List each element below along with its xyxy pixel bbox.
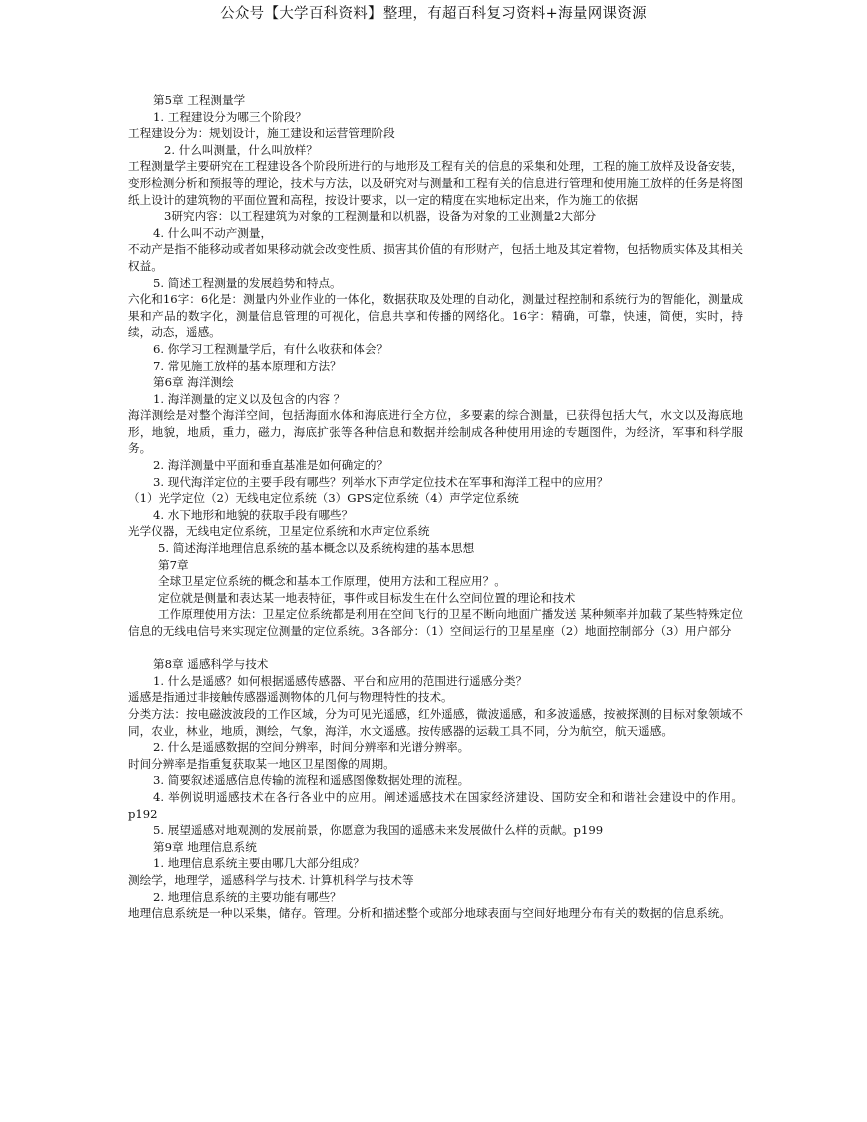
answer: 时间分辨率是指重复获取某一地区卫星图像的周期。 [128,756,395,771]
question: 2. 什么叫测量，什么叫放样？ [164,142,318,157]
answer: 六化和16字：6化是：测量内外业作业的一体化，数据获取及处理的自动化，测量过程控制和系统行为的智能化，测量成果和产品的数字化，测量信息管理的可视化，信息共享和传播的网络化。16字：精确，可靠，快速，简便，实时，持续，动态，遥感。 [128,292,743,340]
chapter-7-heading: 第7章 [158,557,189,572]
question: 4. 水下地形和地貌的获取手段有哪些？ [153,507,354,522]
chapter-9-heading: 第9章 地理信息系统 [153,839,257,854]
answer: 光学仪器，无线电定位系统，卫星定位系统和水声定位系统 [128,524,430,539]
question: 2. 海洋测量中平面和垂直基准是如何确定的？ [153,458,389,473]
answer: 工作原理使用方法：卫星定位系统都是利用在空间飞行的卫星不断向地面广播发送 某种频率并加载了某些特殊定位信息的无线电信号来实现定位测量的定位系统。3各部分：（1）空间运行的卫星星座（2）地面控制部分（3）用户部分 [128,607,743,638]
spacer [128,640,743,657]
question: 2. 什么是遥感数据的空间分辨率，时间分辨率和光谱分辨率。 [153,740,470,755]
question: 4. 举例说明遥感技术在各行各业中的应用。阐述遥感技术在国家经济建设、国防安全和和谐社会建设中的作用。p192 [128,789,743,821]
chapter-5-heading: 第5章 工程测量学 [153,93,246,107]
document-body [128,92,743,922]
answer: 定位就是侧量和表达某一地表特征，事件或目标发生在什么空间位置的理论和技术 [158,590,576,605]
question: 7. 常见施工放样的基本原理和方法？ [153,358,342,373]
question: 1. 工程建设分为哪三个阶段？ [153,109,307,124]
question: 1. 海洋测量的定义以及包含的内容 ？ [153,391,346,406]
answer: 遥感是指通过非接触传感器遥测物体的几何与物理特性的技术。 [128,690,453,705]
question: 4. 什么叫不动产测量， [153,225,273,240]
answer: 海洋测绘是对整个海洋空间，包括海面水体和海底进行全方位，多要素的综合测量，已获得包括大气，水文以及海底地形，地貌，地质，重力，磁力，海底扩张等各种信息和数据并绘制成各种使用用途的专题图件，为经济，军事和科学服务。 [128,408,743,456]
answer: 不动产是指不能移动或者如果移动就会改变性质、损害其价值的有形财产，包括土地及其定着物，包括物质实体及其相关权益。 [128,242,743,273]
question: 1. 地理信息系统主要由哪几大部分组成？ [153,856,365,871]
question: 3. 现代海洋定位的主要手段有哪些？列举水下声学定位技术在军事和海洋工程中的应用？ [153,474,609,489]
question: 6. 你学习工程测量学后，有什么收获和体会？ [153,341,389,356]
answer: 工程测量学主要研究在工程建设各个阶段所进行的与地形及工程有关的信息的采集和处理，工程的施工放样及设备安装，变形检测分析和预报等的理论，技术与方法，以及研究对与测量和工程有关的信息进行管理和使用施工放样的任务是将图纸上设计的建筑物的平面位置和高程，按设计要求，以一定的精度在实地标定出来，作为施工的依据 [128,159,743,207]
question: 1. 什么是遥感？如何根据遥感传感器、平台和应用的范围进行遥感分类？ [153,673,528,688]
question: 2. 地理信息系统的主要功能有哪些？ [153,889,342,904]
page-header: 公众号【大学百科资料】整理，有超百科复习资料+海量网课资源 [220,6,647,22]
answer: 测绘学，地理学，遥感科学与技术. 计算机科学与技术等 [128,872,414,887]
answer: 工程建设分为：规划设计，施工建设和运营管理阶段 [128,126,395,141]
note: 3研究内容：以工程建筑为对象的工程测量和以机器，设备为对象的工业测量2大部分 [164,209,597,224]
question: 全球卫星定位系统的概念和基本工作原理，使用方法和工程应用？。 [158,574,506,589]
chapter-6-heading: 第6章 海洋测绘 [153,375,234,390]
chapter-8-heading: 第8章 遥感科学与技术 [153,657,269,672]
answer: 分类方法：按电磁波波段的工作区域，分为可见光遥感，红外遥感，微波遥感，和多波遥感，按被探测的目标对象领域不同，农业，林业，地质，测绘，气象，海洋，水文遥感。按传感器的运载工具不同，分为航空，航天遥感。 [128,706,743,738]
answer: 地理信息系统是一种以采集，储存。管理。分析和描述整个或部分地球表面与空间好地理分布有关的数据的信息系统。 [128,906,731,921]
question: 5. 简述海洋地理信息系统的基本概念以及系统构建的基本思想 [158,541,475,556]
question: 3. 简要叙述遥感信息传输的流程和遥感图像数据处理的流程。 [153,773,470,788]
answer: （1）光学定位（2）无线电定位系统（3）GPS定位系统（4）声学定位系统 [128,491,519,506]
question: 5. 简述工程测量的发展趋势和特点。 [153,275,342,290]
question: 5. 展望遥感对地观测的发展前景，你愿意为我国的遥感未来发展做什么样的贡献。p199 [153,823,604,838]
